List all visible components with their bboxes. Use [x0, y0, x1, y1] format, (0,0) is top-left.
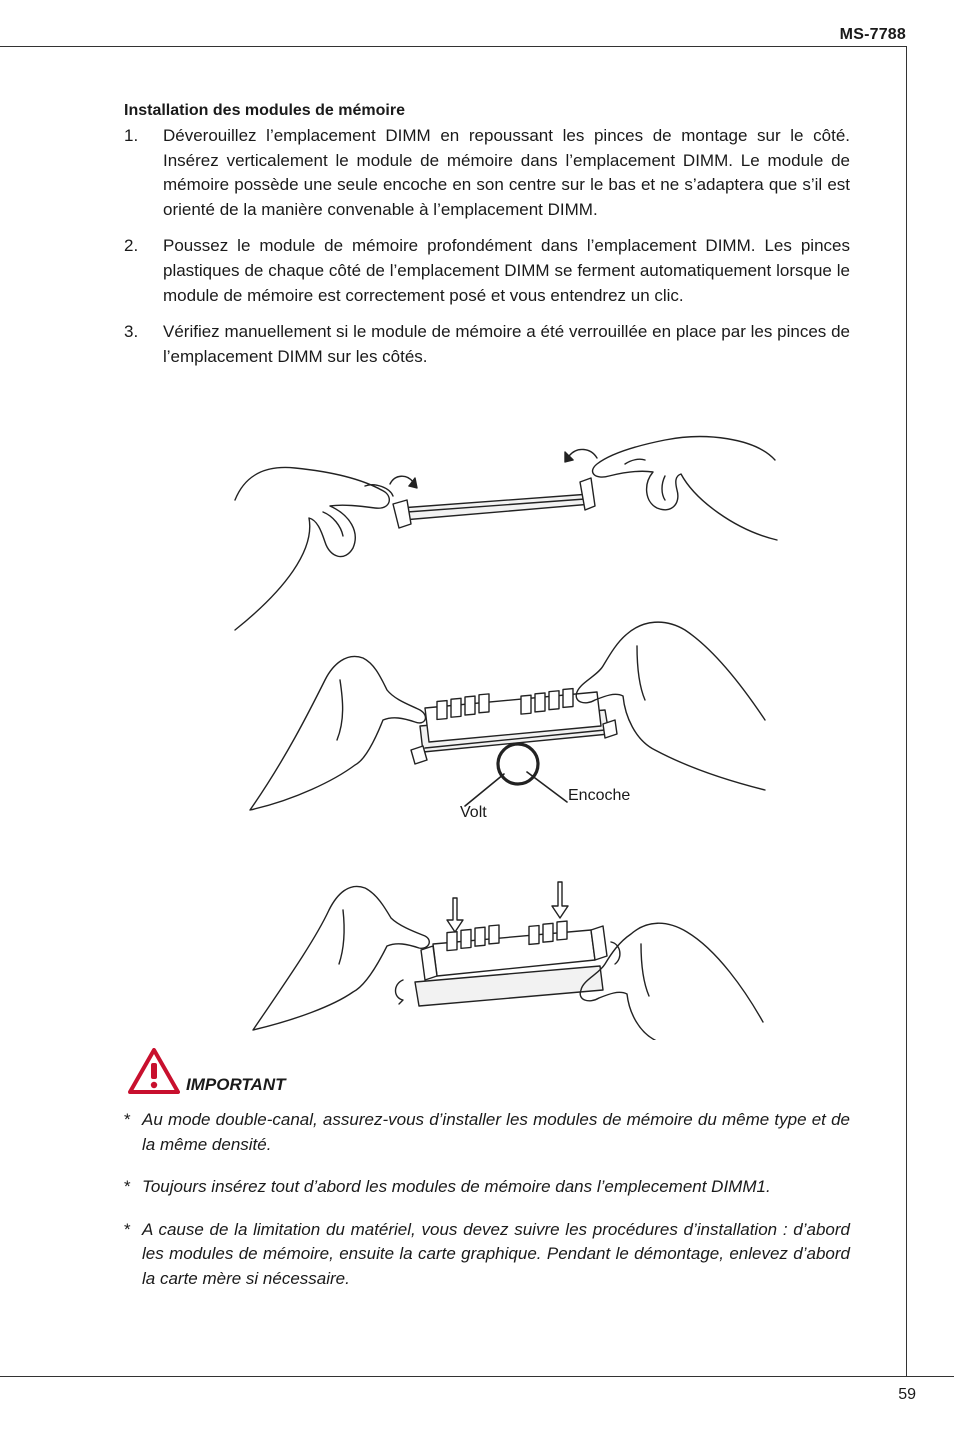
section-title: Installation des modules de mémoire — [124, 102, 405, 119]
right-rule — [906, 46, 907, 1376]
model-number: MS-7788 — [839, 26, 906, 43]
dimm-illustration-svg — [225, 420, 785, 1040]
bottom-rule — [0, 1376, 954, 1377]
step-item — [124, 234, 850, 308]
page-number: 59 — [898, 1386, 916, 1403]
bullet-star: * — [124, 1177, 131, 1197]
note-item — [124, 1218, 850, 1292]
installation-steps — [124, 124, 850, 381]
panel-press-module — [253, 882, 763, 1040]
step-number: 1. — [124, 126, 139, 145]
notch-label: Encoche — [568, 787, 631, 804]
note-item — [124, 1108, 850, 1157]
panel-insert-module — [250, 622, 765, 810]
note-text: Au mode double-canal, assurez-vous d’installer les modules de mémoire du même type et de la même densité. — [142, 1110, 850, 1154]
note-item — [124, 1175, 850, 1200]
bullet-star: * — [124, 1110, 131, 1129]
step-text: Déverouillez l’emplacement DIMM en repoussant les pinces de montage sur le côté. Insérez verticalement le module de mémoire dans l’emplacement DIMM. Le module de mémoire possède une seule encoche en son centre sur le bas et ne s’adaptera que s’il est orienté de la manière convenable à l’emplacement DIMM. — [163, 126, 850, 219]
step-item — [124, 320, 850, 369]
step-number: 3. — [124, 322, 139, 342]
volt-label: Volt — [460, 804, 487, 821]
step-text: Poussez le module de mémoire profondément dans l’emplacement DIMM. Les pinces plastiques de chaque côté de l’emplacement DIMM se ferment automatiquement lorsque le module de mémoire est correctement posé et vous entendrez un clic. — [163, 236, 850, 305]
important-title: IMPORTANT — [186, 1075, 286, 1094]
note-text: Toujours insérez tout d’abord les modules de mémoire dans l’emplecement DIMM1. — [142, 1177, 771, 1197]
panel-open-clips — [235, 437, 777, 630]
step-item — [124, 124, 850, 222]
important-notes — [124, 1108, 850, 1310]
top-rule — [0, 46, 906, 47]
step-text: Vérifiez manuellement si le module de mémoire a été verrouillée en place par les pinces de l’emplacement DIMM sur les côtés. — [163, 322, 850, 366]
bullet-star: * — [124, 1219, 131, 1239]
dimm-installation-illustration — [225, 420, 785, 1040]
warning-triangle-icon — [128, 1048, 180, 1094]
step-number: 2. — [124, 236, 139, 256]
note-text: A cause de la limitation du matériel, vous devez suivre les procédures d’installation : d’abord les modules de mémoire, ensuite la carte graphique. Pendant le démontage, enlevez d’abord la carte mère si nécessaire. — [142, 1219, 850, 1288]
